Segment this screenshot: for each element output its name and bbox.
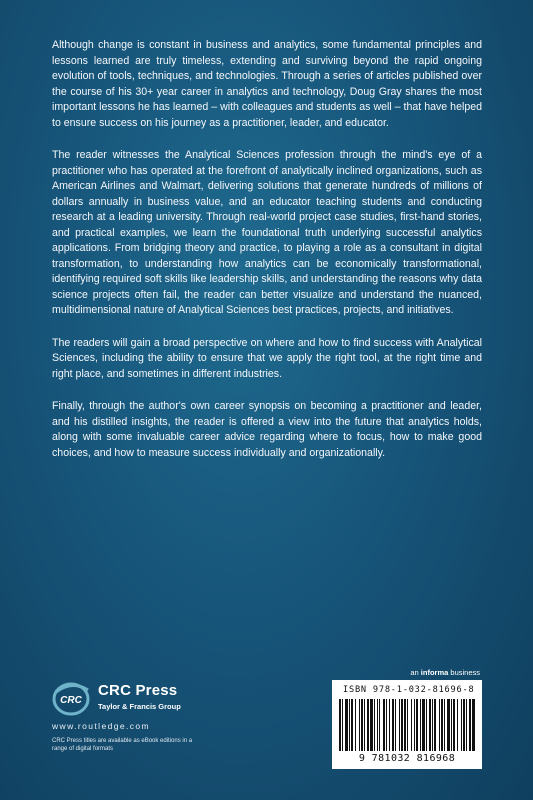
barcode-bar: [457, 699, 458, 751]
barcode-bar: [399, 699, 400, 751]
barcode-bar: [355, 699, 356, 751]
blurb-paragraph-4: Finally, through the author's own career synopsis on becoming a practitioner and leader, and his distilled insights, the reader is offered a view into the future that analytics holds, along with some invaluable career advice regarding where to focus, how to make good choices, and how to measure success individually and organizationally.: [52, 400, 482, 459]
barcode-bar: [429, 699, 431, 751]
publisher-group: Taylor & Francis Group: [98, 702, 181, 711]
barcode-bar: [453, 699, 455, 751]
barcode-bar: [407, 699, 408, 751]
barcode-bar: [339, 699, 341, 751]
publisher-website: www.routledge.com: [52, 721, 150, 731]
publisher-logo: [52, 680, 252, 716]
barcode-bar: [395, 699, 396, 751]
blurb-paragraph-2: The reader witnesses the Analytical Sciences profession through the mind's eye of a practitioner who has operated at the forefront of analytically inclined organizations, such as American Airlines and Walmart, delivering solutions that generate hundreds of millions of dollars annually in business value, and an educator teaching students and conducting research at a leading university. Through real-world project case studies, first-hand stories, and practical examples, we learn the foundational truth underlying successful analytics applications. From bridging theory and practice, to playing a role as a consultant in digital transformation, to understanding how analytics can be economically transformational, identifying required soft skills like leadership skills, and understanding the reasons why data science projects often fail, the reader can better visualize and understand the nuanced, multidimensional nature of Analytical Sciences best practices, projects, and initiatives.: [52, 149, 482, 316]
isbn-label: ISBN 978-1-032-81696-8: [343, 685, 475, 695]
barcode-bar: [444, 699, 445, 751]
barcode-bar: [383, 699, 385, 751]
crc-press-logo-icon: [52, 680, 92, 716]
barcode-bar: [466, 699, 467, 751]
informa-prefix: an: [410, 668, 421, 677]
barcode-bar: [463, 699, 465, 751]
barcode-bar: [447, 699, 450, 751]
barcode-bar: [351, 699, 353, 751]
isbn-barcode: [332, 680, 482, 769]
back-cover-blurb: [52, 38, 482, 478]
barcode-bar: [434, 699, 436, 751]
informa-suffix: business: [448, 668, 480, 677]
barcode-bar: [432, 699, 433, 751]
barcode-bar: [422, 699, 425, 751]
barcode-bar: [469, 699, 471, 751]
barcode-bar: [414, 699, 415, 751]
barcode-bar: [441, 699, 443, 751]
barcode-bar: [367, 699, 369, 751]
barcode-bar: [404, 699, 406, 751]
barcode-bars-icon: [339, 699, 475, 751]
blurb-paragraph-3: The readers will gain a broad perspective on where and how to find success with Analytical Sciences, including the ability to ensure that we apply the right tool, at the right time and right place, and sometimes in different industries.: [52, 336, 482, 380]
barcode-bar: [411, 699, 412, 751]
barcode-bar: [401, 699, 403, 751]
barcode-bar: [472, 699, 475, 751]
informa-brand: informa: [420, 668, 449, 677]
crc-logo-text: CRC: [60, 695, 82, 706]
barcode-bar: [349, 699, 350, 751]
ebook-note: CRC Press titles are available as eBook editions in a range of digital formats: [52, 738, 193, 752]
barcode-bar: [392, 699, 394, 751]
informa-business-tag: [410, 668, 480, 677]
barcode-bar: [377, 699, 378, 751]
barcode-bar: [386, 699, 387, 751]
barcode-bar: [379, 699, 380, 751]
publisher-name: CRC Press: [98, 682, 178, 699]
barcode-bar: [426, 699, 427, 751]
isbn-digits: 9 781032 816968: [358, 753, 456, 764]
blurb-paragraph-1: Although change is constant in business and analytics, some fundamental principles and lessons learned are truly timeless, extending and surviving beyond the rapid ongoing evolution of tools, techniques, and technologies. Through a series of articles published over the course of his 30+ year career in analytics and technology, Doug Gray shares the most important lessons he has learned – with colleagues and students as well – that have helped to ensure success on his journey as a practitioner, leader, and educator.: [52, 39, 482, 129]
barcode-bar: [420, 699, 421, 751]
barcode-bar: [389, 699, 390, 751]
barcode-bar: [461, 699, 462, 751]
barcode-bar: [364, 699, 365, 751]
barcode-bar: [370, 699, 373, 751]
barcode-bar: [342, 699, 343, 751]
barcode-bar: [439, 699, 440, 751]
barcode-bar: [374, 699, 375, 751]
barcode-bar: [359, 699, 360, 751]
barcode-bar: [451, 699, 452, 751]
barcode-bar: [345, 699, 348, 751]
barcode-bar: [361, 699, 363, 751]
barcode-bar: [416, 699, 418, 751]
